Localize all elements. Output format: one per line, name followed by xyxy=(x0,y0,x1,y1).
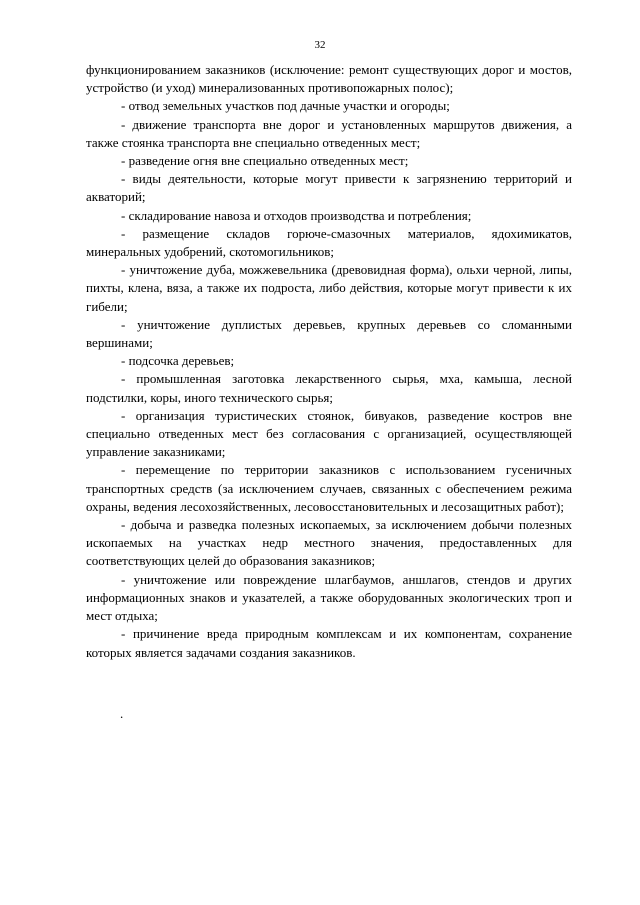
list-item-mining: - добыча и разведка полезных ископаемых, за исключением добычи полезных ископаемых на участках недр местного значения, предоставленных для соответствующих целей до образования заказников; xyxy=(86,517,572,569)
list-item-harvesting: - промышленная заготовка лекарственного сырья, мха, камыша, лесной подстилки, коры, иного технического сырья; xyxy=(86,371,572,405)
list-item-signs-damage: - уничтожение или повреждение шлагбаумов, аншлагов, стендов и других информационных знаков и указателей, а также оборудованных экологических троп и мест отдыха; xyxy=(86,571,572,624)
list-item-fire: - разведение огня вне специально отведенных мест; xyxy=(121,153,409,169)
document-body xyxy=(86,61,572,662)
list-item-warehouses: - размещение складов горюче-смазочных материалов, ядохимикатов, минеральных удобрений, скотомогильников; xyxy=(86,225,572,260)
list-item-camping: - организация туристических стоянок, бивуаков, разведение костров вне специально отведенных мест без согласования с организацией, осуществляющей управление заказниками; xyxy=(86,407,572,460)
list-item-tapping: - подсочка деревьев; xyxy=(121,353,235,369)
list-item-pollution: - виды деятельности, которые могут привести к загрязнению территорий и акваторий; xyxy=(86,171,572,205)
list-item-transport-movement: - движение транспорта вне дорог и установленных маршрутов движения, а также стоянка транспорта вне специально отведенных мест; xyxy=(86,116,572,150)
paragraph-continuation: функционированием заказников (исключение: ремонт существующих дорог и мостов, устройство (и уход) минерализованных противопожарных полос); xyxy=(86,62,572,96)
page-number: 32 xyxy=(314,39,326,51)
trailing-mark: . xyxy=(120,706,124,721)
list-item-waste-storage: - складирование навоза и отходов производства и потребления; xyxy=(121,207,472,223)
list-item-hollow-trees: - уничтожение дуплистых деревьев, крупных деревьев со сломанными вершинами; xyxy=(86,316,572,351)
list-item-tracked-vehicles: - перемещение по территории заказников с использованием гусеничных транспортных средств (за исключением случаев, связанных с обеспечением режима охраны, ведения лесохозяйственных, лесовосстановительных и лесозащитных работ); xyxy=(86,462,572,514)
list-item-nature-harm: - причинение вреда природным комплексам и их компонентам, сохранение которых является задачами создания заказников. xyxy=(86,626,572,660)
list-item-tree-destruction: - уничтожение дуба, можжевельника (древовидная форма), ольхи черной, липы, пихты, клена, вяза, а также их подроста, либо действия, которые могут привести к их гибели; xyxy=(86,262,572,314)
list-item-land-allocation: - отвод земельных участков под дачные участки и огороды; xyxy=(121,98,450,114)
